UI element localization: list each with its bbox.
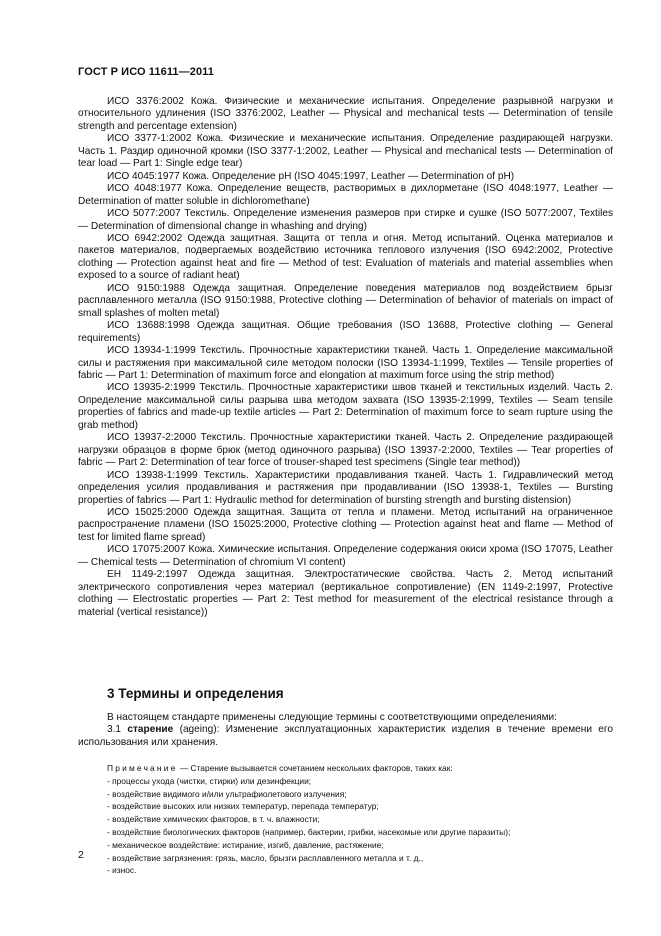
note-text: — Старение вызывается сочетанием нескольких факторов, таких как: <box>179 763 453 773</box>
note-label: Примечание <box>107 763 178 773</box>
term-number: 3.1 <box>107 724 122 736</box>
section-body <box>78 712 613 749</box>
reference-item: ИСО 3376:2002 Кожа. Физические и механические испытания. Определение разрывной нагрузки и относительного удлинения (ISO 3376:2002, Leather — Physical and mechanical tests — Determination of tensile strength and percentage extension) <box>78 96 613 132</box>
section-heading: 3 Термины и определения <box>107 686 284 701</box>
reference-item: ИСО 3377-1:2002 Кожа. Физические и механические испытания. Определение раздирающей нагрузки. Часть 1. Раздир одиночной кромки (ISO 3377-1:2002, Leather — Physical and mechanical tests — Determination of tear load — Part 1: Single edge tear) <box>78 133 613 170</box>
note-list-item: - воздействие высоких или низких температур, перепада температур; <box>107 801 379 812</box>
reference-item: ИСО 4048:1977 Кожа. Определение веществ, растворимых в дихлорметане (ISO 4048:1977, Leather — Determination of matter soluble in dichloromethane) <box>78 183 613 207</box>
reference-item: ИСО 13938-1:1999 Текстиль. Характеристики продавливания тканей. Часть 1. Гидравлический метод определения усилия продавливания и растяжения при продавливании (ISO 13938-1, Textiles — Bursting properties of fabrics — Part 1: Hydraulic method for determination of bursting strength and bursting distension) <box>78 469 613 506</box>
term-definition <box>78 724 613 749</box>
reference-item: ЕН 1149-2:1997 Одежда защитная. Электростатические свойства. Часть 2. Метод испытаний электрического сопротивления через материал (вертикальное сопротивление) (EN 1149-2:1997, Protective clothing — Electrostatic properties — Part 2: Test method for measurement of the electrical resistance through a material (vertical resistance)) <box>78 569 613 618</box>
reference-item: ИСО 9150:1988 Одежда защитная. Определение поведения материалов под воздействием брызг расплавленного металла (ISO 9150:1988, Protective clothing — Determination of behavior of materials on impact of small splashes of molten metal) <box>78 282 613 319</box>
reference-item: ИСО 13688:1998 Одежда защитная. Общие требования (ISO 13688, Protective clothing — General requirements) <box>78 320 613 344</box>
reference-item: ИСО 15025:2000 Одежда защитная. Защита от тепла и пламени. Метод испытаний на ограниченное распространение пламени (ISO 15025:2000, Protective clothing — Protection against heat and flame — Method of test for limited flame spread) <box>78 506 613 543</box>
note-list-item: - износ. <box>107 865 137 876</box>
reference-item: ИСО 5077:2007 Текстиль. Определение изменения размеров при стирке и сушке (ISO 5077:2007, Textiles — Determination of dimensional change in whashing and drying) <box>78 208 613 232</box>
reference-item: ИСО 13934-1:1999 Текстиль. Прочностные характеристики тканей. Часть 1. Определение максимальной силы и растяжения при максимальной силе методом полоски (ISO 13934-1:1999, Textiles — Tensile properties of fabric — Part 1: Determination of maximum force and elongation at maximum force using the strip method) <box>78 345 613 381</box>
reference-item: ИСО 17075:2007 Кожа. Химические испытания. Определение содержания окиси хрома (ISO 17075, Leather — Chemical tests — Determination of chromium VI content) <box>78 544 613 568</box>
note-block <box>107 762 613 877</box>
term-definition-text: (ageing): Изменение эксплуатационных характеристик изделия в течение времени его использования или хранения. <box>78 724 613 748</box>
reference-item: ИСО 13937-2:2000 Текстиль. Прочностные характеристики тканей. Часть 2. Определение раздирающей нагрузки образцов в форме брюк (метод одиночного разрыва) (ISO 13937-2:2000, Textiles — Tear properties of fabric — Part 2: Determination of tear force of trouser-shaped test specimens (Single tear method)) <box>78 432 613 469</box>
reference-item: ИСО 6942:2002 Одежда защитная. Защита от тепла и огня. Метод испытаний. Оценка материалов и пакетов материалов, подвергаемых воздействию источника теплового излучения (ISO 6942:2002, Protective clothing — Protection against heat and fire — Method of test: Evaluation of materials and material assemblies when exposed to a source of radiant heat) <box>78 232 613 282</box>
note-list-item: - воздействие биологических факторов (например, бактерии, грибки, насекомые или другие паразиты); <box>107 826 511 837</box>
note-list-item: - воздействие химических факторов, в т. ч. влажности; <box>107 814 320 825</box>
note-list-item: - механическое воздействие: истирание, изгиб, давление, растяжение; <box>107 839 384 850</box>
note-list-item: - воздействие загрязнения: грязь, масло, брызги расплавленного металла и т. д., <box>107 852 424 863</box>
normative-references-list <box>78 96 613 619</box>
section-intro: В настоящем стандарте применены следующие термины с соответствующими определениями: <box>107 712 557 723</box>
note-list-item: - воздействие видимого и/или ультрафиолетового излучения; <box>107 788 347 799</box>
term-name: старение <box>127 724 174 736</box>
note-list <box>107 775 613 877</box>
note-list-item: - процессы ухода (чистки, стирки) или дезинфекции; <box>107 775 312 786</box>
note-intro <box>107 762 613 775</box>
reference-item: ИСО 13935-2:1999 Текстиль. Прочностные характеристики швов тканей и текстильных изделий. Часть 2. Определение максимальной силы разрыва шва методом захвата (ISO 13935-2:1999, Textiles — Seam tensile properties of fabrics and made-up textile articles — Part 2: Determination of maximum force to seam rupture using the grab method) <box>78 382 613 431</box>
document-header: ГОСТ Р ИСО 11611—2011 <box>78 66 215 78</box>
page-number: 2 <box>78 849 84 861</box>
reference-item: ИСО 4045:1977 Кожа. Определение pH (ISO 4045:1997, Leather — Determination of pH) <box>107 170 515 182</box>
